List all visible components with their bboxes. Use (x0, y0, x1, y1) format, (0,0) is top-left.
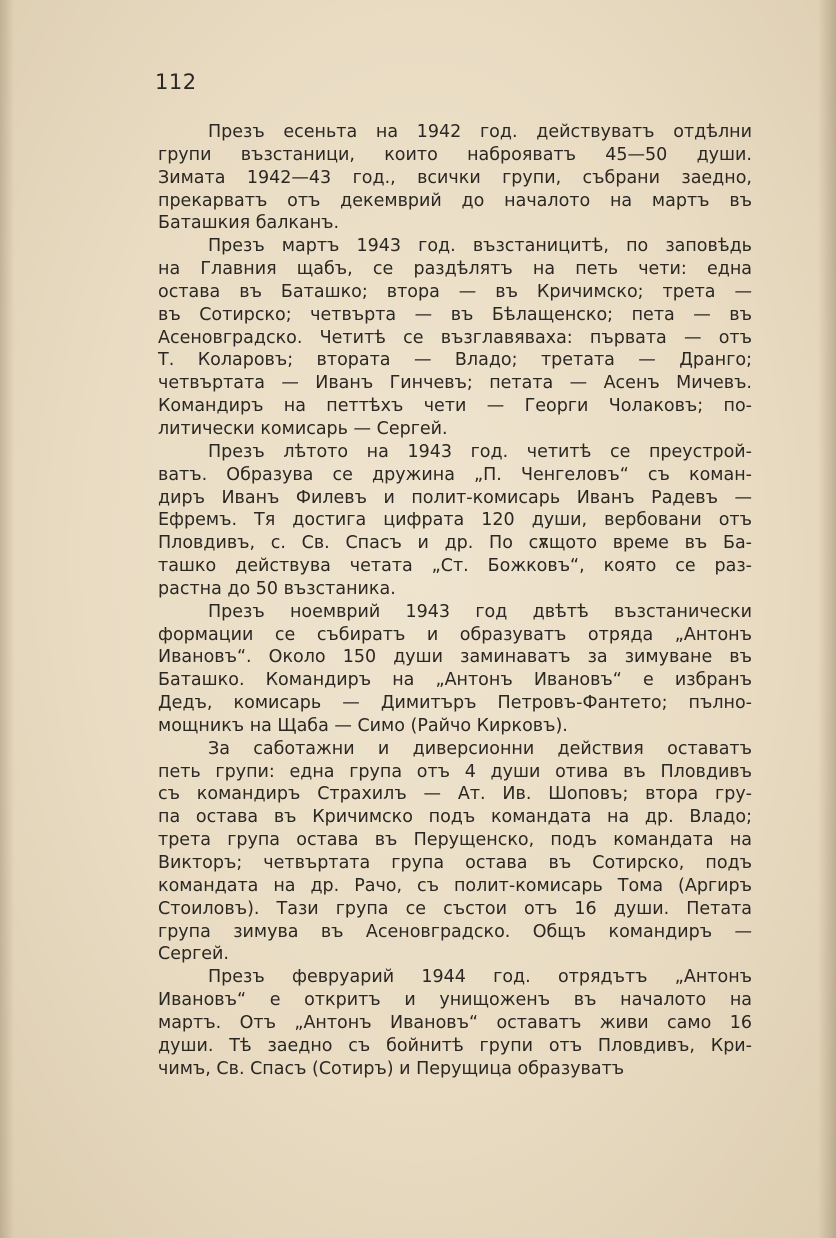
text-line-content: чимъ, Св. Спасъ (Сотиръ) и Перущица образуватъ (158, 1058, 625, 1079)
text-line (158, 190, 752, 213)
text-line-content: въ Сотирско; четвърта — въ Бѣлащенско; пета — въ (158, 304, 752, 325)
text-line-content: Баташко. Командиръ на „Антонъ Ивановъ“ е избранъ (158, 670, 752, 691)
text-line-content: Пловдивъ, с. Св. Спасъ и др. По сѫщото време въ Ба- (158, 533, 752, 554)
text-line-content: четвъртата — Иванъ Гинчевъ; петата — Асенъ Мичевъ. (158, 373, 752, 394)
text-line (158, 669, 752, 692)
text-line (158, 829, 752, 852)
text-line (158, 715, 752, 738)
text-line (158, 943, 752, 966)
text-line (158, 487, 752, 510)
text-line (158, 167, 752, 190)
text-line-content: диръ Иванъ Филевъ и полит-комисарь Иванъ Радевъ — (158, 487, 752, 508)
text-line (158, 601, 752, 624)
text-line (158, 464, 752, 487)
text-line-content: петь групи: една група отъ 4 души отива въ Пловдивъ (158, 761, 752, 782)
text-line-content: Презъ есеньта на 1942 год. действуватъ отдѣлни (208, 122, 752, 142)
text-line-content: За саботажни и диверсионни действия оставатъ (208, 738, 752, 759)
text-line (158, 509, 752, 532)
page-left-shadow (0, 0, 14, 1238)
page-right-shadow (818, 0, 836, 1238)
text-line (158, 875, 752, 898)
text-line-content: Командиръ на петтѣхъ чети — Георги Чолаковъ; по- (158, 396, 752, 417)
text-line (158, 806, 752, 829)
text-line-content: остава въ Баташко; втора — въ Кричимско; трета — (158, 281, 752, 302)
text-line-content: трета група остава въ Перущенско, подъ командата на (158, 830, 752, 851)
text-line (158, 144, 752, 167)
text-line (158, 304, 752, 327)
text-line-content: Стоиловъ). Тази група се състои отъ 16 души. Петата (158, 898, 752, 919)
text-line-content: Презъ мартъ 1943 год. възстаницитѣ, по заповѣдь (208, 236, 752, 257)
text-line-content: Асеновградско. Четитѣ се възглавяваха: първата — отъ (158, 327, 752, 348)
text-line (158, 235, 752, 258)
text-line-content: Зимата 1942—43 год., всички групи, събрани заедно, (158, 167, 752, 188)
text-line (158, 372, 752, 395)
text-line-content: Ефремъ. Тя достига цифрата 120 души, вербовани отъ (158, 510, 752, 531)
paragraph (158, 966, 752, 1080)
text-line-content: Сергей. (158, 944, 229, 965)
text-line (158, 989, 752, 1012)
paragraph (158, 601, 752, 738)
paragraph (158, 121, 752, 235)
text-line-content: Т. Коларовъ; втората — Владо; третата — Дранго; (158, 350, 752, 371)
text-line (158, 121, 752, 144)
text-line (158, 532, 752, 555)
text-line-content: групи възстаници, които наброяватъ 45—50 души. (158, 144, 752, 165)
text-line-content: Викторъ; четвъртата група остава въ Сотирско, подъ (158, 853, 752, 873)
paragraph (158, 235, 752, 441)
text-line (158, 555, 752, 578)
text-line (158, 395, 752, 418)
page-number: 112 (155, 70, 197, 94)
text-line (158, 441, 752, 464)
text-line (158, 692, 752, 715)
text-line-content: мартъ. Отъ „Антонъ Ивановъ“ оставатъ живи само 16 (158, 1012, 752, 1033)
text-line-content: група зимува въ Асеновградско. Общъ командиръ — (158, 921, 752, 942)
text-line (158, 327, 752, 350)
text-line (158, 212, 752, 235)
text-line (158, 1058, 752, 1081)
text-line (158, 1012, 752, 1035)
text-line-content: Презъ февруарий 1944 год. отрядътъ „Антонъ (208, 967, 752, 988)
text-line-content: растна до 50 възстаника. (158, 578, 396, 599)
text-line-content: Презъ лѣтото на 1943 год. четитѣ се преустрой- (208, 441, 752, 462)
text-line-content: командата на др. Рачо, съ полит-комисарь Тома (Аргиръ (158, 875, 752, 896)
text-line-content: ватъ. Образува се дружина „П. Ченгеловъ“ съ коман- (158, 464, 752, 485)
text-line-content: на Главния щабъ, се раздѣлятъ на петь чети: една (158, 259, 752, 280)
text-line (158, 852, 752, 875)
text-line (158, 578, 752, 601)
text-line (158, 418, 752, 441)
text-line-content: съ командиръ Страхилъ — Ат. Ив. Шоповъ; втора гру- (158, 784, 752, 805)
text-line-content: Дедъ, комисарь — Димитъръ Петровъ-Фантето; пълно- (158, 693, 752, 714)
text-line-content: литически комисарь — Сергей. (158, 418, 448, 439)
text-line-content: прекарватъ отъ декемврий до началото на мартъ въ (158, 190, 752, 211)
text-line-content: ташко действува четата „Ст. Божковъ“, която се раз- (158, 556, 752, 577)
text-line-content: души. Тѣ заедно съ бойнитѣ групи отъ Пловдивъ, Кри- (158, 1035, 752, 1056)
text-line-content: Ивановъ“ е откритъ и унищоженъ въ началото на (158, 990, 752, 1011)
text-line (158, 624, 752, 647)
text-line (158, 783, 752, 806)
text-line-content: формации се събиратъ и образуватъ отряда „Антонъ (158, 624, 752, 645)
text-line (158, 761, 752, 784)
text-line (158, 738, 752, 761)
text-line-content: мощникъ на Щаба — Симо (Райчо Кирковъ). (158, 715, 568, 736)
text-line (158, 921, 752, 944)
paragraph (158, 441, 752, 601)
text-line (158, 966, 752, 989)
text-line-content: па остава въ Кричимско подъ командата на др. Владо; (158, 807, 752, 828)
paragraph (158, 738, 752, 966)
body-text (158, 121, 752, 1080)
text-line (158, 1035, 752, 1058)
text-line (158, 349, 752, 372)
text-line (158, 281, 752, 304)
text-line-content: Презъ ноемврий 1943 год двѣтѣ възстанически (208, 601, 752, 622)
text-line (158, 646, 752, 669)
text-line (158, 898, 752, 921)
text-line (158, 258, 752, 281)
text-line-content: Ивановъ“. Около 150 души заминаватъ за зимуване въ (158, 647, 752, 668)
text-line-content: Баташкия балканъ. (158, 213, 340, 234)
